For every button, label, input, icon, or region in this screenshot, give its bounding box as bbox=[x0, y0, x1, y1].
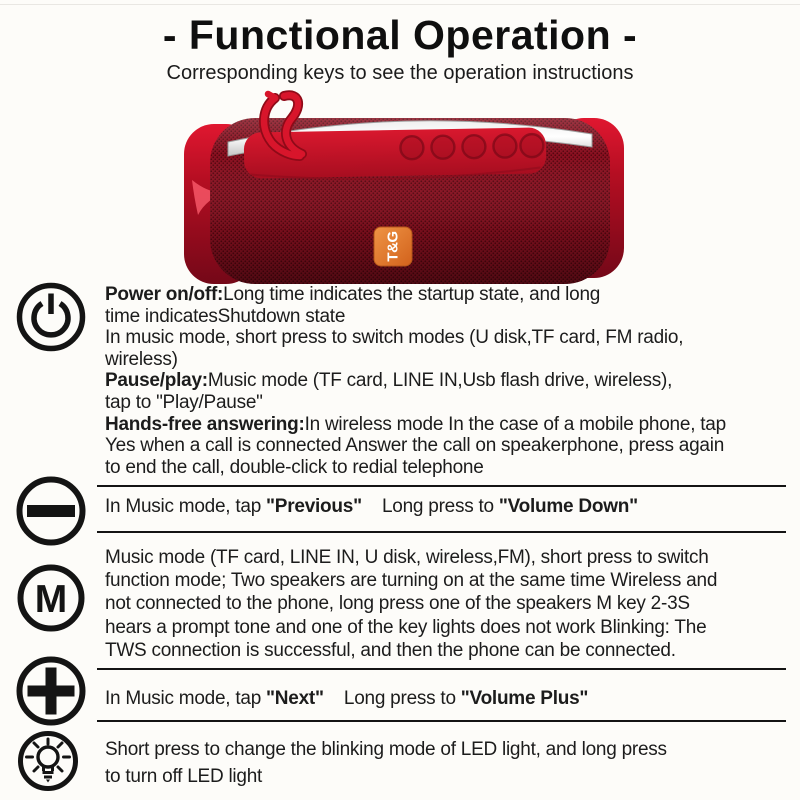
page-title: - Functional Operation - bbox=[162, 12, 638, 58]
svg-text:M: M bbox=[34, 578, 68, 621]
speaker-button bbox=[400, 136, 423, 159]
plus-icon bbox=[15, 655, 87, 727]
led-bulb-icon bbox=[17, 730, 79, 792]
separator-line bbox=[97, 668, 786, 670]
separator-line bbox=[97, 485, 786, 487]
separator-line bbox=[97, 720, 786, 722]
separator-line bbox=[97, 531, 786, 533]
instruction-row-previous-volume-down: In Music mode, tap "Previous" Long press to "Volume Down" bbox=[105, 496, 638, 517]
m-mode-icon bbox=[16, 563, 86, 633]
instruction-row-next-volume-plus: In Music mode, tap "Next" Long press to "Volume Plus" bbox=[105, 688, 589, 709]
speaker-button bbox=[462, 135, 485, 158]
speaker-image bbox=[180, 88, 630, 288]
speaker-logo-badge bbox=[374, 227, 412, 266]
speaker-button bbox=[520, 134, 543, 157]
power-icon bbox=[15, 281, 87, 353]
top-border-line bbox=[0, 4, 800, 5]
speaker-button bbox=[431, 135, 454, 158]
instruction-row-mode: Music mode (TF card, LINE IN, U disk, wireless,FM), short press to switch function mode; Two speakers are turning on at the same time Wireless and not connected to the phone, long press one of the speakers M key 2-3S hears a prompt tone and one of the key lights does not work Blinking: The TWS connection is successful, and then the phone can be connected. bbox=[105, 547, 718, 661]
instruction-row-power: Power on/off:Long time indicates the startup state, and long time indicatesShutdown state In music mode, short press to switch modes (U disk,TF card, FM radio, wireless) Pause/play:Music mode (TF card, LINE IN,Usb flash drive, wireless), tap to "Play/Pause" Hands-free answering:In wireless mode In the case of a mobile phone, tap Yes when a call is connected Answer the call on speakerphone, press again to end the call, double-click to redial telephone bbox=[105, 284, 726, 478]
minus-icon bbox=[15, 475, 87, 547]
page-subtitle: Corresponding keys to see the operation instructions bbox=[166, 62, 634, 84]
speaker-brand-label: T&G bbox=[384, 231, 402, 262]
instruction-row-led: Short press to change the blinking mode of LED light, and long press to turn off LED light bbox=[105, 739, 667, 787]
speaker-button bbox=[493, 134, 516, 157]
